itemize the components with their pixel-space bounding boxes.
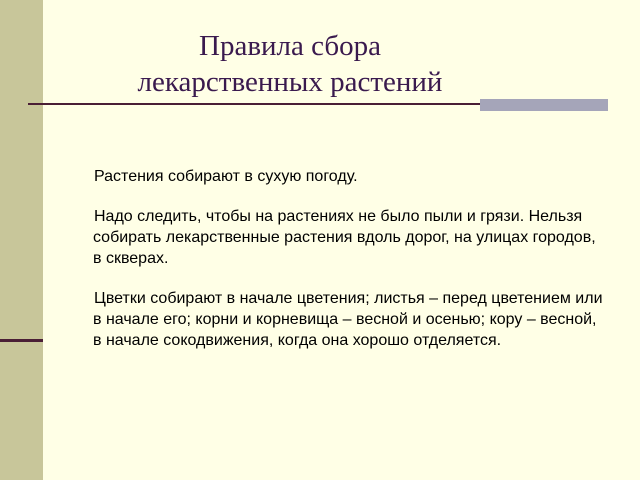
- sidebar-accent-line: [0, 339, 43, 342]
- paragraph-cleanliness: Надо следить, чтобы на растениях не было пыли и грязи. Нельзя собирать лекарственные растения вдоль дорог, на улицах городов, в скверах.: [93, 208, 596, 267]
- slide-title-line-1: Правила сбора: [199, 30, 381, 62]
- paragraph-timing: Цветки собирают в начале цветения; листья – перед цветением или в начале его; корни и корневища – весной и осенью; кору – весной, в начале сокодвижения, когда она хорошо отделяется.: [93, 290, 603, 349]
- slide-body: [93, 166, 603, 370]
- title-divider-line: [28, 103, 480, 105]
- slide-title-line-2: лекарственных растений: [137, 66, 443, 98]
- sidebar-decoration: [0, 0, 43, 480]
- title-divider-bar: [480, 99, 608, 111]
- paragraph-weather: Растения собирают в сухую погоду.: [94, 168, 358, 185]
- slide-title: [40, 28, 540, 100]
